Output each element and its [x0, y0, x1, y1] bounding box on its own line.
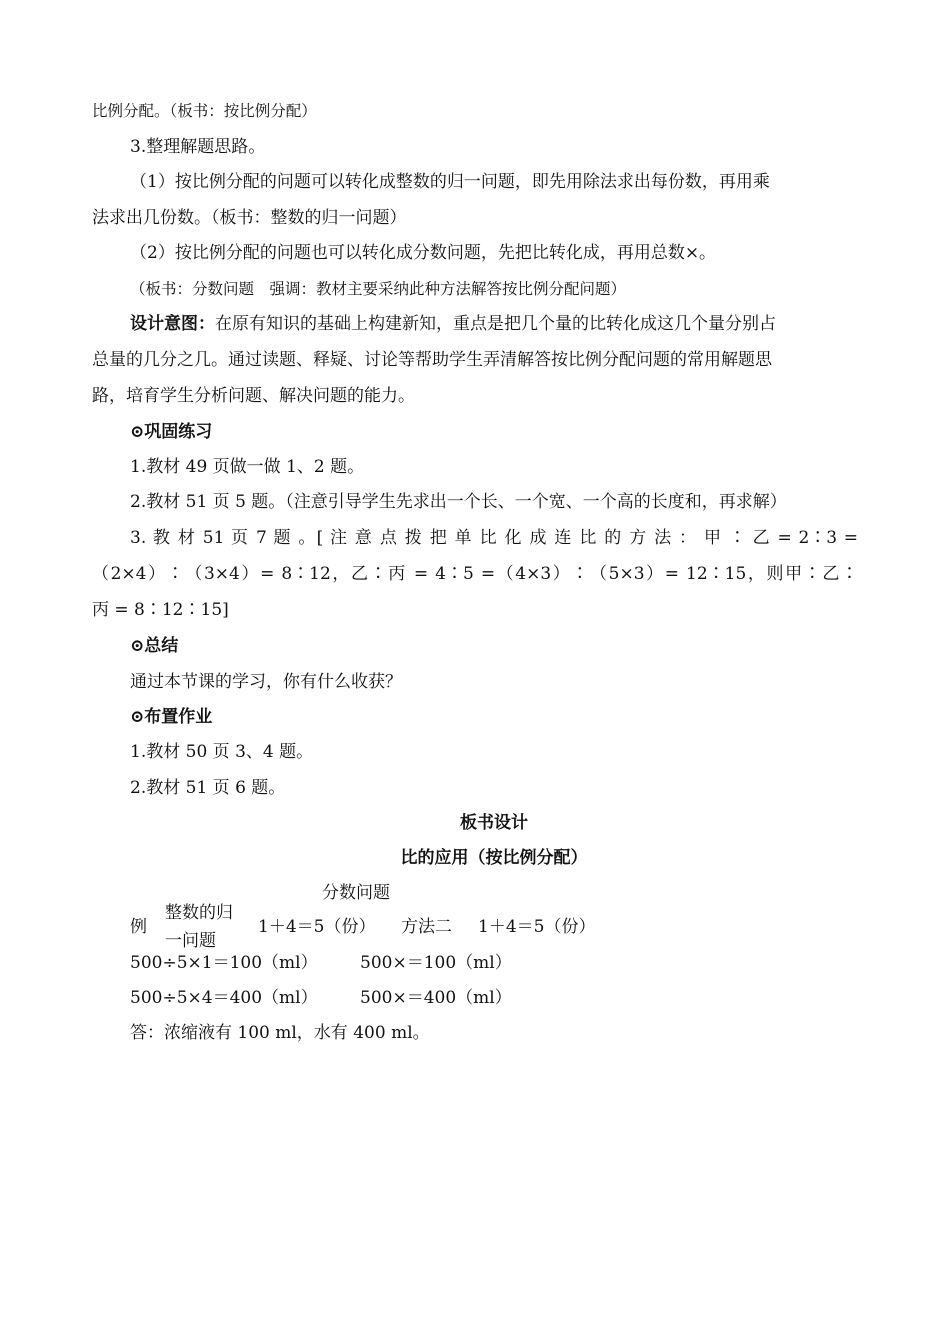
list-item: 1.教材 49 页做一做 1、2 题。 — [130, 457, 365, 477]
list-item-continuation: （2×4）∶（3×4）= 8∶12，乙∶丙 = 4∶5 =（4×3）∶（5×3）= 12∶15，则甲∶乙∶ — [92, 564, 858, 584]
paragraph-text: 通过本节课的学习，你有什么收获？ — [130, 672, 402, 692]
paragraph-text: 3.整理解题思路。 — [130, 137, 266, 157]
board-answer: 答：浓缩液有 100 ml，水有 400 ml。 — [130, 1023, 430, 1043]
list-item: 1.教材 50 页 3、4 题。 — [130, 742, 314, 762]
example-label: 例 — [130, 917, 147, 937]
integer-problem-label: 一问题 — [165, 931, 216, 951]
board-calculation: 500÷5×4＝400（ml） — [130, 988, 318, 1008]
paragraph-text: （1）按比例分配的问题可以转化成整数的归一问题，即先用除法求出每份数，再用乘 — [130, 172, 770, 192]
board-step: 1＋4＝5（份） — [478, 917, 596, 937]
section-heading-summary: ⊙总结 — [130, 636, 179, 656]
integer-problem-label: 整数的归 — [165, 903, 233, 923]
list-item: 2.教材 51 页 6 题。 — [130, 778, 286, 798]
list-item-continuation: 丙 = 8∶12∶15] — [92, 600, 229, 620]
board-design-subtitle: 比的应用（按比例分配） — [400, 848, 588, 868]
board-calculation: 500×＝400（ml） — [360, 988, 512, 1008]
list-item: 2.教材 51 页 5 题。（注意引导学生先求出一个长、一个宽、一个高的长度和，再求解） — [130, 492, 787, 512]
design-intent-line — [130, 314, 776, 334]
method-two-label: 方法二 — [401, 917, 452, 937]
paragraph-text: 法求出几份数。（板书：整数的归一问题） — [92, 208, 407, 228]
paragraph-text: 总量的几分之几。通过读题、释疑、讨论等帮助学生弄清解答按比例分配问题的常用解题思 — [92, 350, 772, 370]
board-calculation: 500×＝100（ml） — [360, 953, 512, 973]
section-heading-practice: ⊙巩固练习 — [130, 422, 213, 442]
list-item: 3. 教 材 51 页 7 题 。[ 注 意 点 拨 把 单 比 化 成 连 比 的 方 法 ： 甲 ∶ 乙 = 2∶3 = — [130, 528, 858, 548]
paragraph-text: 在原有知识的基础上构建新知，重点是把几个量的比转化成这几个量分别占 — [215, 314, 776, 334]
paragraph-text: （2）按比例分配的问题也可以转化成分数问题，先把比转化成，再用总数×。 — [130, 243, 717, 263]
paragraph-text: 比例分配。（板书：按比例分配） — [92, 102, 317, 120]
fraction-problem-label: 分数问题 — [322, 883, 390, 903]
paragraph-text: 路，培育学生分析问题、解决问题的能力。 — [92, 386, 415, 406]
board-design-title: 板书设计 — [460, 813, 528, 833]
paragraph-text: （板书：分数问题 强调：教材主要采纳此种方法解答按比例分配问题） — [130, 280, 627, 298]
design-intent-label: 设计意图： — [130, 314, 215, 334]
board-step: 1＋4＝5（份） — [258, 917, 376, 937]
section-heading-homework: ⊙布置作业 — [130, 707, 213, 727]
board-calculation: 500÷5×1＝100（ml） — [130, 953, 318, 973]
